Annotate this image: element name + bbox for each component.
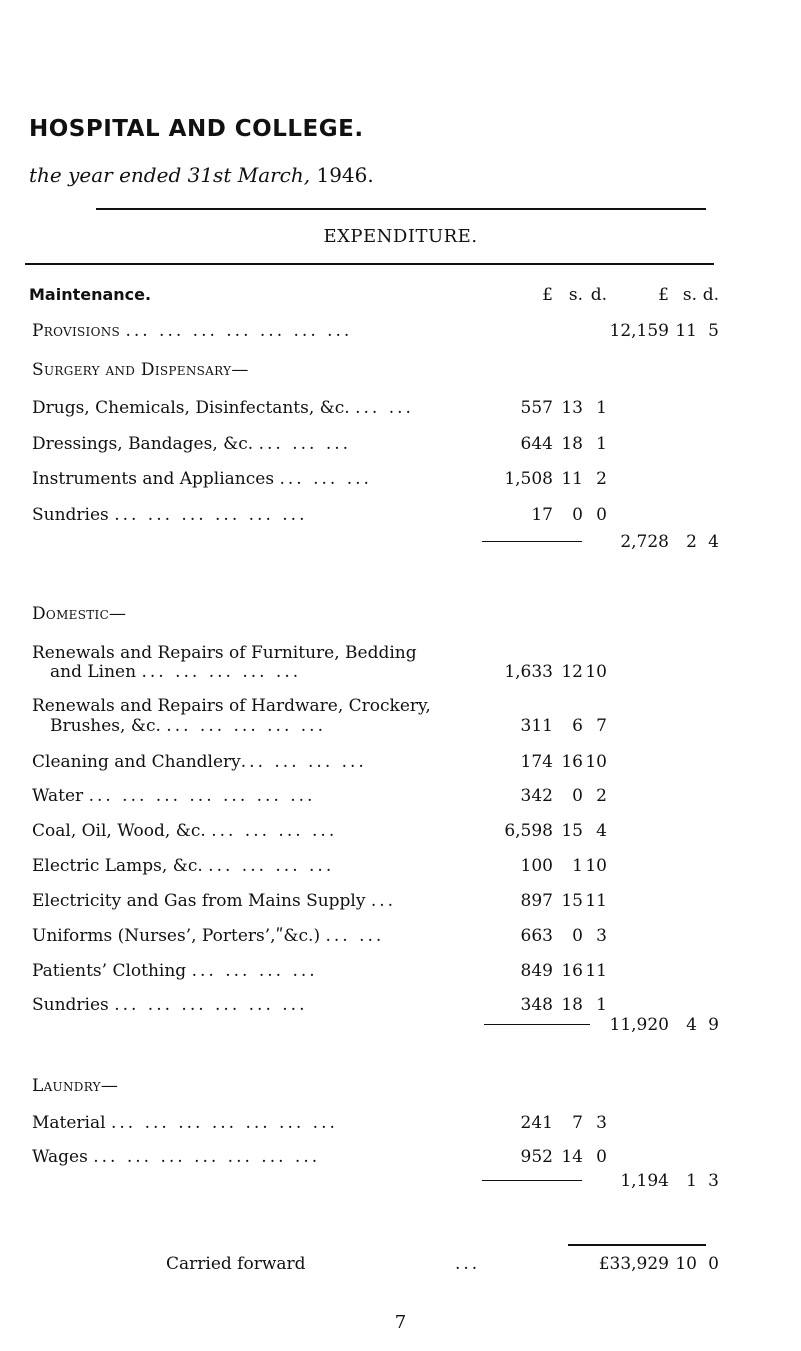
domestic-item-label: Uniforms (Nurses’, Porters’,ʺ&c.) ... ...: [32, 926, 385, 946]
domestic-item-pence: 1: [596, 995, 607, 1015]
subtitle-year: 1946.: [310, 163, 374, 187]
laundry-total-shillings: 1: [686, 1171, 697, 1191]
surgery-item-pounds: 1,508: [504, 469, 553, 489]
surgery-item-pounds: 17: [531, 505, 553, 525]
domestic-item-pounds: 342: [520, 786, 553, 806]
domestic-item-pence: 10: [585, 662, 607, 682]
domestic-item-label: Coal, Oil, Wood, &c. ... ... ... ...: [32, 821, 338, 841]
domestic-subtotal-rule: [484, 1024, 590, 1025]
laundry-total-pounds: 1,194: [620, 1171, 669, 1191]
domestic-item-label: Electricity and Gas from Mains Supply ...: [32, 891, 397, 911]
domestic-item-pence: 11: [585, 961, 607, 981]
provisions-label: Provisions ... ... ... ... ... ... ...: [32, 321, 353, 341]
laundry-total-pence: 3: [708, 1171, 719, 1191]
surgery-item-pence: 1: [596, 434, 607, 454]
provisions-pounds: 12,159: [609, 321, 669, 341]
domestic-item-shillings: 16: [561, 961, 583, 981]
laundry-heading: Laundry—: [32, 1076, 119, 1096]
carried-forward-shillings: 10: [675, 1254, 697, 1274]
domestic-item-shillings: 15: [561, 821, 583, 841]
domestic-item-shillings: 18: [561, 995, 583, 1015]
surgery-item-pence: 1: [596, 398, 607, 418]
section-title: EXPENDITURE.: [323, 226, 478, 247]
surgery-item-label: Instruments and Appliances ... ... ...: [32, 469, 372, 489]
provisions-shillings: 11: [675, 321, 697, 341]
domestic-item-label: Renewals and Repairs of Hardware, Crockery,: [32, 696, 431, 716]
domestic-item-pence: 11: [585, 891, 607, 911]
domestic-item-shillings: 0: [572, 926, 583, 946]
domestic-item-pounds: 663: [520, 926, 553, 946]
laundry-subtotal-rule: [482, 1180, 582, 1181]
laundry-item-shillings: 7: [572, 1113, 583, 1133]
domestic-heading: Domestic—: [32, 604, 127, 624]
domestic-item-pounds: 849: [520, 961, 553, 981]
col2-shillings-heading: s.: [682, 285, 697, 305]
domestic-item-pounds: 100: [520, 856, 553, 876]
domestic-item-pounds: 311: [520, 716, 553, 736]
domestic-item-pounds: 174: [520, 752, 553, 772]
page-number: 7: [394, 1312, 407, 1333]
domestic-item-label: Sundries ... ... ... ... ... ...: [32, 995, 308, 1015]
domestic-item-pence: 10: [585, 856, 607, 876]
surgery-item-label: Sundries ... ... ... ... ... ...: [32, 505, 308, 525]
surgery-item-label: Drugs, Chemicals, Disinfectants, &c. ... ...: [32, 398, 414, 418]
domestic-item-shillings: 15: [561, 891, 583, 911]
domestic-item-pence: 4: [596, 821, 607, 841]
domestic-item-pence: 3: [596, 926, 607, 946]
surgery-item-shillings: 13: [561, 398, 583, 418]
col1-pounds-heading: £: [542, 285, 553, 305]
domestic-item-label-cont: and Linen ... ... ... ... ...: [50, 662, 302, 682]
surgery-item-pence: 2: [596, 469, 607, 489]
section-rule: [25, 263, 714, 265]
col2-pence-heading: d.: [702, 285, 719, 305]
domestic-total-pence: 9: [708, 1015, 719, 1035]
surgery-heading: Surgery and Dispensary—: [32, 360, 249, 380]
domestic-item-pounds: 6,598: [504, 821, 553, 841]
domestic-total-shillings: 4: [686, 1015, 697, 1035]
laundry-item-label: Material ... ... ... ... ... ... ...: [32, 1113, 338, 1133]
domestic-item-pence: 10: [585, 752, 607, 772]
domestic-total-pounds: 11,920: [609, 1015, 669, 1035]
maintenance-heading: Maintenance.: [29, 285, 152, 304]
domestic-item-pounds: 897: [520, 891, 553, 911]
domestic-item-label-cont: Brushes, &c. ... ... ... ... ...: [50, 716, 326, 736]
domestic-item-shillings: 12: [561, 662, 583, 682]
subtitle-prefix: the year ended: [29, 163, 188, 187]
domestic-item-pence: 2: [596, 786, 607, 806]
surgery-item-pence: 0: [596, 505, 607, 525]
domestic-item-shillings: 1: [572, 856, 583, 876]
domestic-item-label: Renewals and Repairs of Furniture, Bedding: [32, 643, 417, 663]
provisions-pence: 5: [708, 321, 719, 341]
surgery-total-pounds: 2,728: [620, 532, 669, 552]
domestic-item-label: Electric Lamps, &c. ... ... ... ...: [32, 856, 335, 876]
carried-forward-label: Carried forward: [166, 1254, 306, 1274]
carried-forward-pounds: £33,929: [598, 1254, 669, 1274]
top-rule: [96, 208, 706, 210]
page-title: HOSPITAL AND COLLEGE.: [29, 116, 364, 142]
laundry-item-label: Wages ... ... ... ... ... ... ...: [32, 1147, 321, 1167]
surgery-item-label: Dressings, Bandages, &c. ... ... ...: [32, 434, 352, 454]
surgery-total-shillings: 2: [686, 532, 697, 552]
domestic-item-label: Cleaning and Chandlery... ... ... ...: [32, 752, 367, 772]
surgery-subtotal-rule: [482, 541, 582, 542]
surgery-item-shillings: 11: [561, 469, 583, 489]
col1-shillings-heading: s.: [568, 285, 583, 305]
laundry-item-pounds: 241: [520, 1113, 553, 1133]
domestic-item-label: Water ... ... ... ... ... ... ...: [32, 786, 316, 806]
domestic-item-shillings: 6: [572, 716, 583, 736]
domestic-item-pounds: 348: [520, 995, 553, 1015]
domestic-item-pence: 7: [596, 716, 607, 736]
surgery-item-shillings: 0: [572, 505, 583, 525]
domestic-item-pounds: 1,633: [504, 662, 553, 682]
page-subtitle: [29, 163, 374, 187]
surgery-total-pence: 4: [708, 532, 719, 552]
surgery-item-pounds: 557: [520, 398, 553, 418]
laundry-item-pence: 0: [596, 1147, 607, 1167]
carried-forward-dots: ...: [455, 1254, 481, 1274]
domestic-item-shillings: 0: [572, 786, 583, 806]
domestic-item-label: Patients’ Clothing ... ... ... ...: [32, 961, 318, 981]
domestic-item-shillings: 16: [561, 752, 583, 772]
col1-pence-heading: d.: [590, 285, 607, 305]
surgery-item-shillings: 18: [561, 434, 583, 454]
carried-forward-pence: 0: [708, 1254, 719, 1274]
subtitle-date: 31st March,: [187, 163, 311, 187]
surgery-item-pounds: 644: [520, 434, 553, 454]
grand-total-rule: [568, 1244, 706, 1246]
laundry-item-pence: 3: [596, 1113, 607, 1133]
laundry-item-shillings: 14: [561, 1147, 583, 1167]
col2-pounds-heading: £: [658, 285, 669, 305]
laundry-item-pounds: 952: [520, 1147, 553, 1167]
